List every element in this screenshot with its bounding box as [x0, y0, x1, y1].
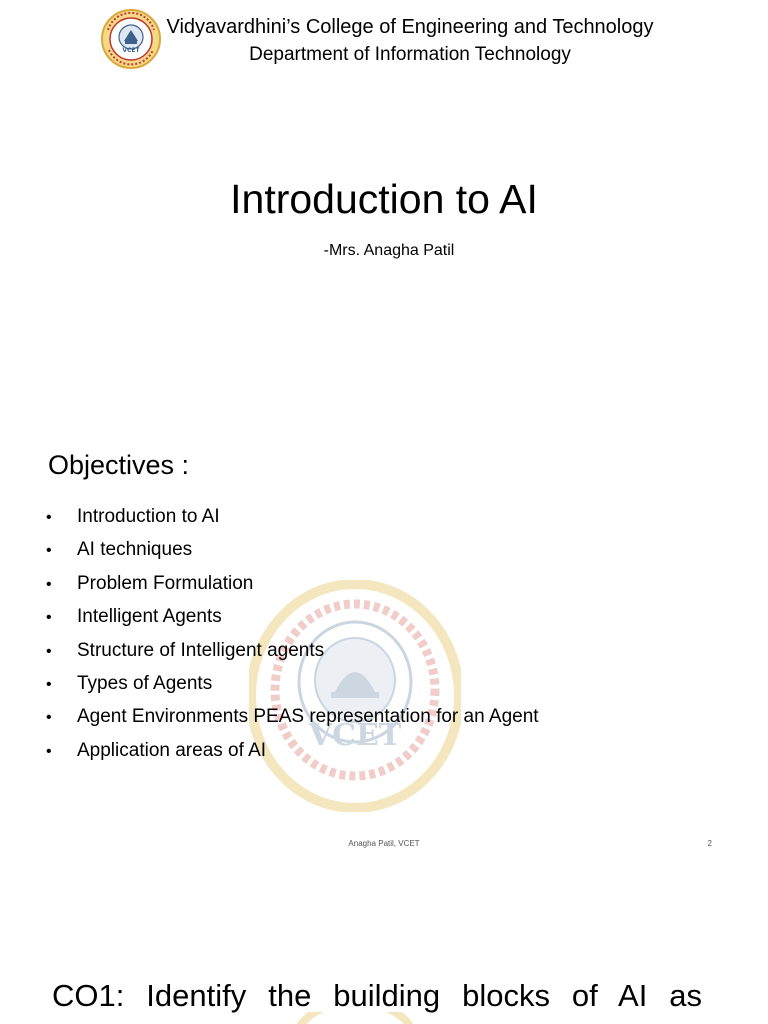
list-item-text: Structure of Intelligent agents	[77, 639, 325, 661]
bullet-icon: •	[46, 609, 52, 627]
slide-footer: Anagha Patil, VCET	[348, 839, 420, 848]
course-outcome-slide	[0, 868, 768, 1024]
list-item	[46, 601, 539, 634]
list-item	[46, 501, 539, 534]
bullet-icon: •	[46, 642, 52, 660]
list-item	[46, 735, 539, 768]
title-slide	[0, 0, 768, 425]
bullet-icon: •	[46, 509, 52, 526]
list-item-text: Intelligent Agents	[77, 606, 222, 628]
list-item-text: AI techniques	[77, 539, 193, 561]
college-name: Vidyavardhini’s College of Engineering and Technology	[166, 16, 654, 38]
list-item-text: Types of Agents	[77, 673, 213, 695]
bullet-icon: •	[46, 676, 52, 694]
svg-text:VCET: VCET	[122, 47, 140, 54]
svg-text:VCET: VCET	[308, 718, 402, 753]
bullet-icon: •	[46, 542, 52, 560]
bullet-icon: •	[46, 575, 52, 593]
slide-number: 2	[707, 839, 712, 848]
department-name: Department of Information Technology	[249, 44, 571, 65]
course-outcome-text: CO1: Identify the building blocks of AI as	[52, 978, 702, 1013]
list-item	[46, 635, 539, 668]
list-item	[46, 568, 539, 601]
list-item-text: Agent Environments PEAS representation for an Agent	[77, 706, 539, 728]
list-item	[46, 668, 539, 701]
vcet-seal-watermark-icon	[290, 1012, 420, 1024]
objectives-heading: Objectives :	[48, 450, 190, 480]
bullet-icon: •	[46, 742, 52, 760]
list-item-text: Problem Formulation	[77, 572, 254, 594]
list-item	[46, 534, 539, 567]
objectives-slide	[0, 430, 768, 862]
objectives-list	[46, 501, 539, 768]
list-item-text: Introduction to AI	[77, 506, 220, 527]
bullet-icon: •	[46, 709, 52, 727]
list-item	[46, 701, 539, 734]
vcet-seal-icon	[100, 8, 162, 70]
presentation-title: Introduction to AI	[230, 176, 538, 222]
author-name: -Mrs. Anagha Patil	[323, 242, 455, 259]
list-item-text: Application areas of AI	[77, 739, 267, 761]
